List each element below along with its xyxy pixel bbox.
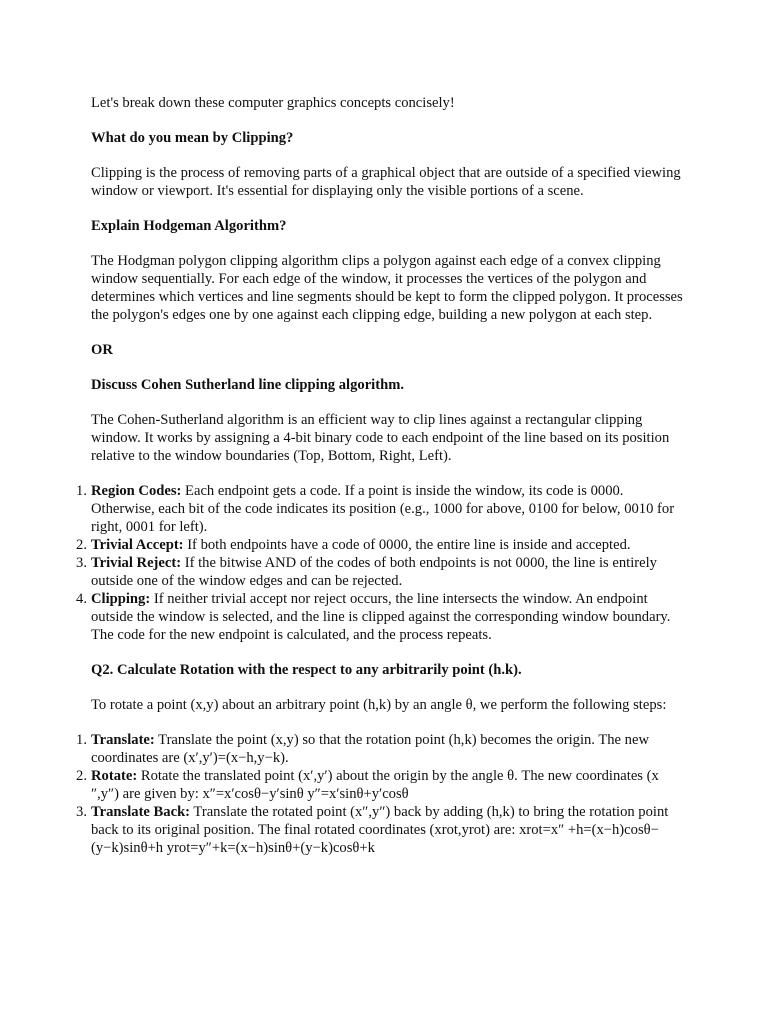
clipping-paragraph: Clipping is the process of removing parts of a graphical object that are outside of a specified viewing window or viewport. It's essential for displaying only the visible portions of a scene. [91, 165, 681, 199]
list-term: Clipping: [91, 591, 151, 607]
list-term: Translate Back: [91, 804, 191, 820]
list-text: Rotate the translated point (x′,y′) about the origin by the angle θ. The new coordinates (x ″,y″) are given by: x″=x′cosθ−y′sinθ y″=x′sinθ+y′cosθ [91, 768, 659, 802]
document-page [76, 94, 683, 874]
list-text: If both endpoints have a code of 0000, the entire line is inside and accepted. [183, 537, 631, 553]
list-item [76, 803, 683, 857]
list-item [76, 536, 683, 554]
cohen-steps-list [76, 482, 683, 644]
list-text: If the bitwise AND of the codes of both endpoints is not 0000, the line is entirely outside one of the window edges and can be rejected. [91, 555, 657, 589]
list-term: Trivial Reject: [91, 555, 182, 571]
hodgeman-heading: Explain Hodgeman Algorithm? [91, 218, 287, 234]
list-item [76, 731, 683, 767]
or-label: OR [91, 342, 113, 358]
list-item [76, 590, 683, 644]
cohen-heading: Discuss Cohen Sutherland line clipping algorithm. [91, 377, 405, 393]
intro-paragraph: Let's break down these computer graphics concepts concisely! [91, 95, 455, 111]
q2-paragraph: To rotate a point (x,y) about an arbitrary point (h,k) by an angle θ, we perform the following steps: [91, 697, 667, 713]
list-term: Region Codes: [91, 483, 182, 499]
clipping-heading: What do you mean by Clipping? [91, 130, 294, 146]
list-text: Each endpoint gets a code. If a point is inside the window, its code is 0000. Otherwise, each bit of the code indicates its position (e.g., 1000 for above, 0100 for below, 0010 for right, 0001 for left). [91, 483, 675, 535]
list-number: 1. [76, 732, 87, 748]
list-number: 4. [76, 591, 87, 607]
list-number: 2. [76, 768, 87, 784]
list-text: Translate the rotated point (x″,y″) back by adding (h,k) to bring the rotation point back to its original position. The final rotated coordinates (xrot,yrot) are: xrot=x″ +h=(x−h)cosθ−(y−k)sinθ+h yrot=y″+k=(x−h)sinθ+(y−k)cosθ+k [91, 804, 669, 856]
list-text: Translate the point (x,y) so that the rotation point (h,k) becomes the origin. The new coordinates are (x′,y′)=(x−h,y−k). [91, 732, 649, 766]
list-term: Rotate: [91, 768, 138, 784]
list-term: Trivial Accept: [91, 537, 184, 553]
list-text: If neither trivial accept nor reject occurs, the line intersects the window. An endpoint outside the window is selected, and the line is clipped against the corresponding window boundary. The code for the new endpoint is calculated, and the process repeats. [91, 591, 671, 643]
q2-heading: Q2. Calculate Rotation with the respect to any arbitrarily point (h.k). [91, 662, 522, 678]
list-item [76, 554, 683, 590]
hodgeman-paragraph: The Hodgman polygon clipping algorithm clips a polygon against each edge of a convex clipping window sequentially. For each edge of the window, it processes the vertices of the polygon and determines which vertices and line segments should be kept to form the clipped polygon. It processes the polygon's edges one by one against each clipping edge, building a new polygon at each step. [91, 253, 683, 323]
rotation-steps-list [76, 731, 683, 857]
list-number: 1. [76, 483, 87, 499]
list-item [76, 482, 683, 536]
list-number: 2. [76, 537, 87, 553]
list-number: 3. [76, 804, 87, 820]
list-number: 3. [76, 555, 87, 571]
list-term: Translate: [91, 732, 155, 748]
cohen-paragraph: The Cohen-Sutherland algorithm is an efficient way to clip lines against a rectangular clipping window. It works by assigning a 4-bit binary code to each endpoint of the line based on its position relative to the window boundaries (Top, Bottom, Right, Left). [91, 412, 670, 464]
list-item [76, 767, 683, 803]
